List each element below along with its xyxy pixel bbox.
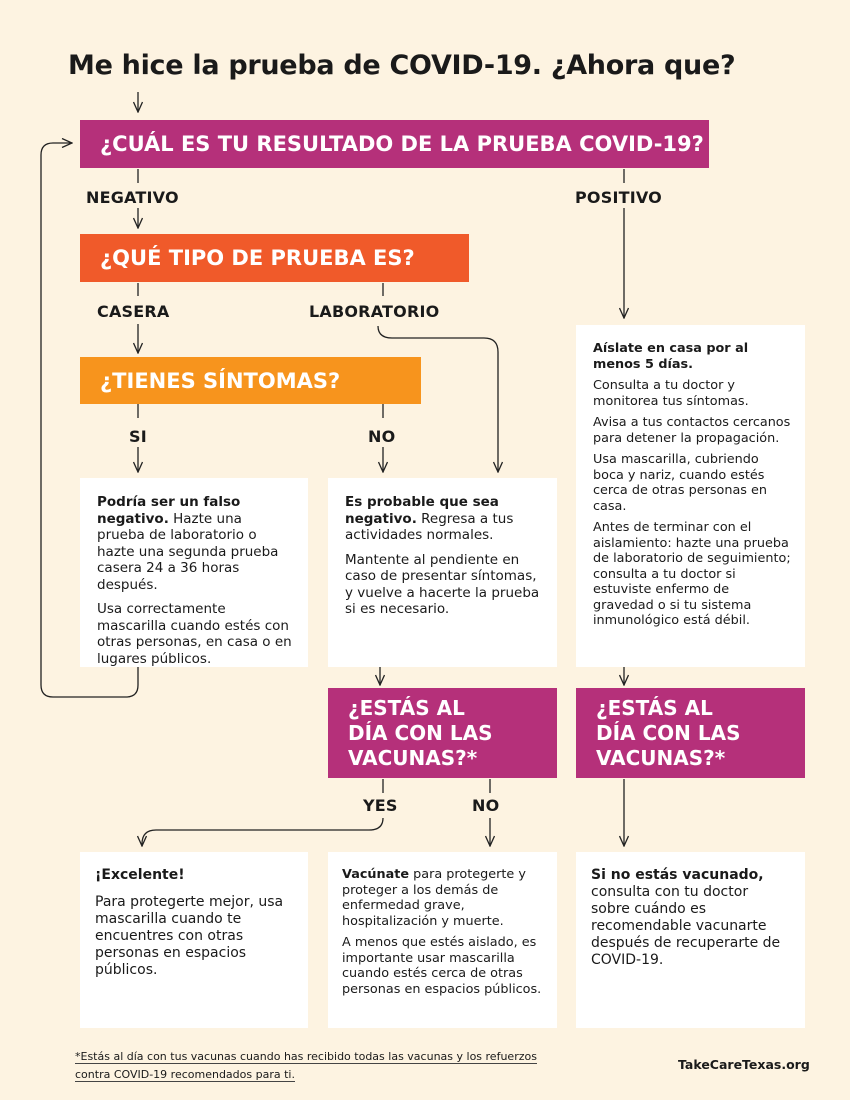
card-vaccinate-mask-note: A menos que estés aislado, es importante usar mascarilla cuando estés cerca de otras personas en espacios públicos. [342,935,542,997]
card-excellent-text: Para protegerte mejor, usa mascarilla cuando te encuentres con otras personas en espacios públicos. [95,894,284,978]
card-false-negative-mask-note: Usa correctamente mascarilla cuando estés con otras personas, en casa o en lugares públicos. [97,601,292,667]
question-test-type: ¿QUÉ TIPO DE PRUEBA ES? [80,234,469,282]
card-probable-negative-text: Regresa a tus actividades normales. [345,510,514,543]
question-vaccines-left: ¿ESTÁS AL DÍA CON LAS VACUNAS?* [328,688,557,778]
card-probable-negative [328,478,557,667]
card-isolate-mask: Usa mascarilla, cubriendo boca y nariz, cuando estés cerca de otras personas en casa. [593,452,768,514]
card-vaccinate-text: para protegerte y proteger a los demás de enfermedad grave, hospitalización y muerte. [342,867,526,929]
footnote-text: *Estás al día con tus vacunas cuando has recibido todas las vacunas y los refuerzos contra COVID-19 recomendados para ti. [75,1050,537,1081]
card-isolate-doctor: Consulta a tu doctor y monitorea tus síntomas. [593,378,749,409]
label-laboratorio: LABORATORIO [309,302,440,321]
website-link[interactable]: TakeCareTexas.org [678,1057,810,1072]
card-isolate [576,325,805,667]
question-vaccines-right: ¿ESTÁS AL DÍA CON LAS VACUNAS?* [576,688,805,778]
label-positivo: POSITIVO [575,188,662,207]
card-false-negative-text: Hazte una prueba de laboratorio o hazte una segunda prueba casera 24 a 36 horas después. [97,510,279,593]
label-yes: YES [363,796,398,815]
card-isolate-heading: Aíslate en casa por al menos 5 días. [593,341,749,372]
card-vaccinate [328,852,557,1028]
card-excellent [80,852,308,1028]
label-negativo: NEGATIVO [86,188,179,207]
card-false-negative [80,478,308,667]
footnote [75,1048,555,1084]
label-no: NO [368,427,396,446]
card-vaccinate-heading: Vacúnate [342,867,410,882]
card-isolate-contacts: Avisa a tus contactos cercanos para detener la propagación. [593,415,791,446]
page-title: Me hice la prueba de COVID-19. ¿Ahora que? [68,50,736,81]
label-casera: CASERA [97,302,170,321]
card-not-vaccinated [576,852,805,1028]
card-not-vaccinated-text: consulta con tu doctor sobre cuándo es recomendable vacunarte después de recuperarte de COVID-19. [591,884,781,968]
card-false-negative-heading: Podría ser un falso negativo. [97,494,241,527]
question-symptoms: ¿TIENES SÍNTOMAS? [80,357,421,404]
card-probable-negative-heading: Es probable que sea negativo. [345,494,499,527]
card-probable-negative-watch-note: Mantente al pendiente en caso de presentar síntomas, y vuelve a hacerte la prueba si es necesario. [345,551,540,617]
label-si: SI [129,427,147,446]
card-excellent-heading: ¡Excelente! [95,867,185,883]
card-not-vaccinated-heading: Si no estás vacunado, [591,867,764,883]
card-isolate-end: Antes de terminar con el aislamiento: hazte una prueba de laboratorio de seguimiento; consulta a tu doctor si estuviste enfermo de gravedad o si tu sistema inmunológico está débil. [593,520,791,628]
question-test-result: ¿CUÁL ES TU RESULTADO DE LA PRUEBA COVID-19? [80,120,709,168]
arrow-yes-to-excellent [142,818,383,846]
label-no-vaccines: NO [472,796,500,815]
